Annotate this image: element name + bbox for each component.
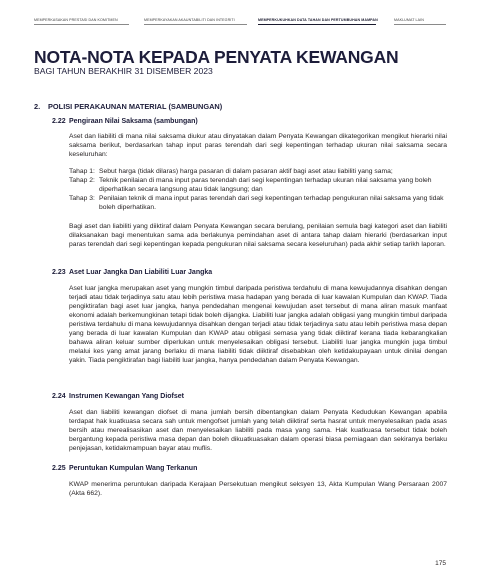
- level-label: Tahap 1:: [69, 168, 95, 175]
- nav-tab-prestasi-underline: [34, 24, 129, 25]
- page-subtitle: BAGI TAHUN BERAKHIR 31 DISEMBER 2023: [34, 66, 213, 76]
- paragraph-offset-instruments: Aset dan liabiliti kewangan diofset di mana jumlah bersih dibentangkan dalam Penyata Kedudukan Kewangan apabila terdapat hak kuatkuasa secara sah untuk mengofset jumlah yang telah diiktiraf serta hasrat untuk menyelesaikan pada asas bersih atau merealisasikan aset dan menyelesaikan liabiliti pada masa yang sama. Hak kuatkuasa tersebut tidak boleh bergantung kepada peristiwa masa depan dan boleh dikuatkuasakan dalam operasi biasa perniagaan dan sekiranya berlaku penjejasan, ketidakmampuan bayar atau muflis.: [69, 409, 447, 452]
- list-item: [69, 167, 447, 176]
- list-item: [69, 194, 447, 212]
- subsection-title: Pengiraan Nilai Saksama (sambungan): [69, 118, 198, 125]
- nav-tab-maklumat-lain-underline: [394, 24, 446, 25]
- nav-tab-prestasi[interactable]: MEMPERKASAKAN PRESTASI DAN KOMITMEN: [34, 18, 118, 22]
- paragraph-contingent-assets: Aset luar jangka merupakan aset yang mungkin timbul daripada peristiwa terdahulu di mana kewujudannya disahkan dengan terjadi atau tidak terjadinya satu atau lebih peristiwa masa hadapan yang berada di luar kawalan Kumpulan dan KWAP. Tiada pengiktirafan bagi aset luar jangka, hanya pendedahan mengenai kewujudan aset tersebut di mana aliran masuk manfaat ekonomi adalah berkemungkinan tetapi tidak boleh dijangka. Liabiliti luar jangka adalah obligasi yang mungkin timbul daripada peristiwa terdahulu di mana kewujudannya disahkan dengan terjadi atau tidak terjadinya satu atau lebih peristiwa masa depan yang berada di luar kawalan Kumpulan dan KWAP atau obligasi semasa yang tidak diiktiraf kerana tiada kebarangkalian bahawa aliran keluar sumber diperlukan untuk menyelesaikan obligasi tersebut. Liabiliti luar jangka mungkin juga timbul melalui kes yang amat jarang berlaku di mana liabiliti tidak diiktiraf disebabkan oleh ketidakupayaan untuk dinilai dengan yakin. Tiada pengiktirafan bagi liabiliti luar jangka, hanya pendedahan dalam Penyata Kewangan.: [69, 285, 447, 364]
- page-title: NOTA-NOTA KEPADA PENYATA KEWANGAN: [34, 47, 399, 67]
- nav-tab-data-tahan[interactable]: MEMPERKUKUHKAN DATA TAHAN DAN PERTUMBUHAN MAMPAN: [258, 18, 378, 22]
- top-navigation: [34, 18, 446, 28]
- subsection-number: 2.24: [52, 393, 66, 400]
- nav-tab-data-tahan-underline: [258, 24, 376, 25]
- paragraph-recurring-revaluation: Bagi aset dan liabiliti yang diiktiraf dalam Penyata Kewangan secara berulang, penilaian semula bagi kategori aset dan liabiliti dilaksanakan bagi menentukan sama ada berlakunya pemindahan aset di antara tahap dalam hierarki (berdasarkan input paras terendah dari segi kepentingan kepada pengukuran nilai saksama secara keseluruhan) pada akhir setiap tarikh laporan.: [69, 223, 447, 248]
- level-label: Tahap 2:: [69, 177, 95, 184]
- nav-tab-maklumat-lain[interactable]: MAKLUMAT LAIN: [394, 18, 424, 22]
- level-text: Sebut harga (tidak dilaras) harga pasaran di dalam pasaran aktif bagi aset atau liabiliti yang sama;: [99, 168, 393, 175]
- list-item: [69, 176, 447, 194]
- subsection-heading-2-25: [52, 465, 197, 472]
- subsection-heading-2-24: [52, 393, 184, 400]
- subsection-title: Aset Luar Jangka Dan Liabiliti Luar Jangka: [69, 269, 213, 276]
- subsection-number: 2.22: [52, 118, 66, 125]
- page-number: 175: [435, 560, 446, 567]
- level-text: Teknik penilaian di mana input paras terendah dari segi kepentingan terhadap ukuran nilai saksama yang boleh diperhatikan secara langsung atau tidak langsung; dan: [99, 177, 432, 193]
- section-number: 2.: [34, 102, 41, 111]
- paragraph-fair-value-hierarchy: Aset dan liabiliti di mana nilai saksama diukur atau dinyatakan dalam Penyata Kewangan dikategorikan mengikut hierarki nilai saksama berikut, berdasarkan tahap input paras terendah dari segi kepentingan terhadap ukuran nilai saksama secara keseluruhan:: [69, 133, 447, 158]
- subsection-title: Peruntukan Kumpulan Wang Terkanun: [69, 465, 198, 472]
- fair-value-level-list: [69, 167, 447, 212]
- level-label: Tahap 3:: [69, 195, 95, 202]
- nav-tab-akauntabiliti[interactable]: MEMPERKAYAKAN AKAUNTABILITI DAN INTEGRITI: [144, 18, 235, 22]
- section-heading: [34, 102, 222, 111]
- section-title: POLISI PERAKAUNAN MATERIAL (SAMBUNGAN): [48, 102, 223, 111]
- paragraph-statutory-fund: KWAP menerima peruntukan daripada Kerajaan Persekutuan mengikut seksyen 13, Akta Kumpulan Wang Persaraan 2007 (Akta 662).: [69, 481, 447, 497]
- level-text: Penilaian teknik di mana input paras terendah dari segi kepentingan terhadap pengukuran nilai saksama yang tidak boleh diperhatikan.: [99, 195, 444, 211]
- subsection-title: Instrumen Kewangan Yang Diofset: [69, 393, 185, 400]
- nav-tab-akauntabiliti-underline: [144, 24, 247, 25]
- subsection-number: 2.23: [52, 269, 66, 276]
- subsection-heading-2-23: [52, 269, 212, 276]
- subsection-heading-2-22: [52, 118, 198, 125]
- subsection-number: 2.25: [52, 465, 66, 472]
